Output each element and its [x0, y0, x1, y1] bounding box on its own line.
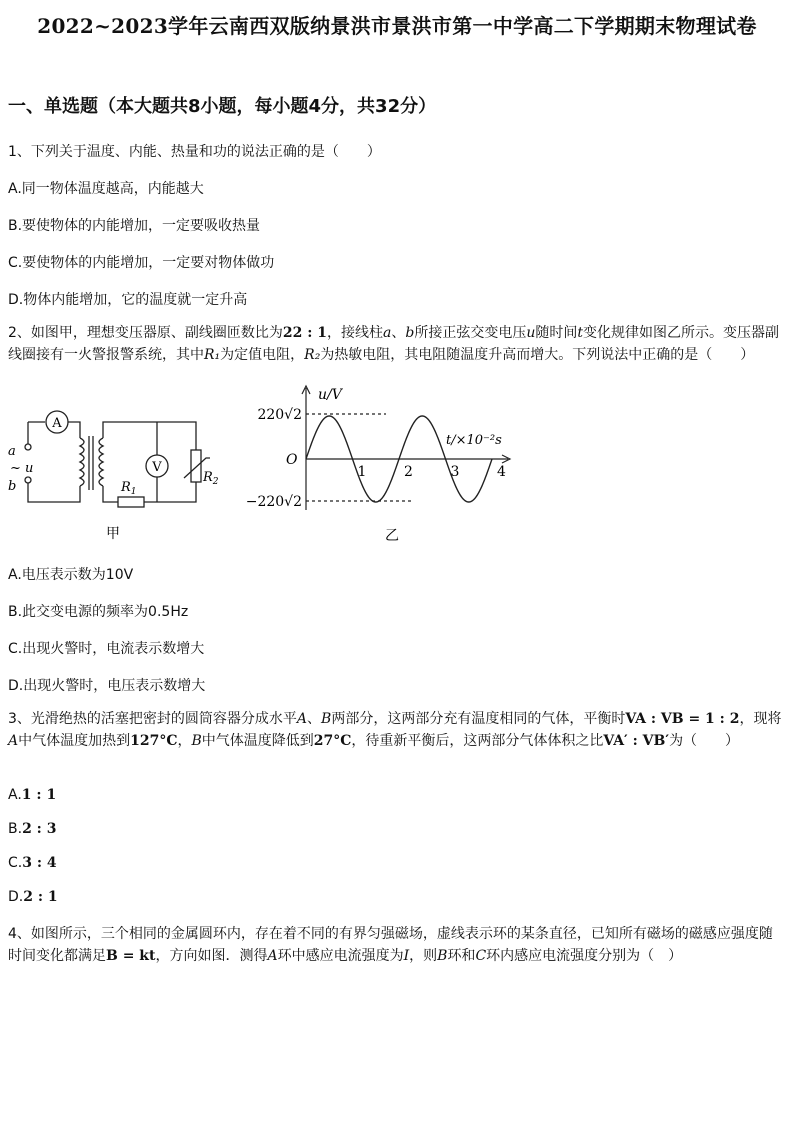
q3-option-b[interactable]: B.2 : 3: [8, 821, 57, 837]
q2-option-d[interactable]: D.出现火警时，电压表示数增大: [8, 678, 206, 694]
ymax-label: 220√2: [257, 407, 302, 423]
x-tick-label-4: 4: [497, 464, 506, 480]
x-tick-label-3: 3: [450, 464, 460, 480]
q1-option-c[interactable]: C.要使物体的内能增加，一定要对物体做功: [8, 255, 275, 271]
q3-option-d[interactable]: D.2 : 1: [8, 889, 58, 905]
r1-label: $R_1$: [121, 480, 137, 497]
question-4-stem: 4、如图所示，三个相同的金属圆环内，存在着不同的有界匀强磁场，虚线表示环的某条直径，已知所有磁场的磁感应强度随时间变化都满足B = kt，方向如图．测得A环中感应电流强度为I，则B环和C环内感应电流强度分别为（ ）: [8, 926, 773, 964]
resistor-r1: [118, 497, 144, 507]
q2-option-c[interactable]: C.出现火警时，电流表示数增大: [8, 641, 205, 657]
resistor-r2: [191, 450, 201, 482]
question-2-stem: 2、如图甲，理想变压器原、副线圈匝数比为22 : 1，接线柱a、b所接正弦交变电压u随时间t变化规律如图乙所示。变压器副线圈接有一火警报警系统，其中R₁为定值电阻，R₂为热敏电阻，其电阻随温度升高而增大。下列说法中正确的是（ ）: [8, 325, 780, 363]
voltmeter-label: V: [152, 460, 162, 475]
terminal-b-label: b: [8, 479, 17, 494]
question-1-stem: 1、下列关于温度、内能、热量和功的说法正确的是（ ）: [8, 144, 381, 160]
q3-option-c[interactable]: C.3 : 4: [8, 855, 57, 871]
question-3-stem: 3、光滑绝热的活塞把密封的圆筒容器分成水平A、B两部分，这两部分充有温度相同的气体，平衡时VA : VB = 1 : 2，现将A中气体温度加热到127°C，B中气体温度降低到27°C，待重新平衡后，这两部分气体体积之比VA′ : VB′为（ ）: [8, 711, 782, 749]
q1-option-d[interactable]: D.物体内能增加，它的温度就一定升高: [8, 292, 248, 308]
q2-option-b[interactable]: B.此交变电源的频率为0.5Hz: [8, 604, 189, 620]
q3-option-a[interactable]: A.1 : 1: [8, 787, 57, 803]
voltage-time-graph-yi: [236, 380, 526, 545]
section-heading: 一、单选题（本大题共8小题，每小题4分，共32分）: [8, 96, 437, 117]
source-label: ~ u: [10, 461, 34, 476]
q2-option-a[interactable]: A.电压表示数为10V: [8, 567, 134, 583]
ymin-label: −220√2: [245, 494, 302, 510]
terminal-a-label: a: [8, 444, 16, 459]
figure-yi-caption: 乙: [385, 528, 399, 544]
page-title: 2022~2023学年云南西双版纳景洪市景洪市第一中学高二下学期期末物理试卷: [37, 14, 757, 38]
q1-option-b[interactable]: B.要使物体的内能增加，一定要吸收热量: [8, 218, 261, 234]
origin-label: O: [286, 452, 298, 468]
x-tick-label-1: 1: [357, 464, 367, 480]
r2-label: $R_2$: [203, 470, 219, 487]
x-tick-label-2: 2: [404, 464, 413, 480]
circuit-figure-jia: [0, 400, 240, 548]
x-axis-label: t/×10⁻²s: [446, 433, 502, 448]
y-axis-label: u/V: [318, 387, 342, 403]
q1-option-a[interactable]: A.同一物体温度越高，内能越大: [8, 181, 204, 197]
figure-jia-caption: 甲: [106, 526, 120, 542]
ammeter-label: A: [52, 416, 62, 431]
